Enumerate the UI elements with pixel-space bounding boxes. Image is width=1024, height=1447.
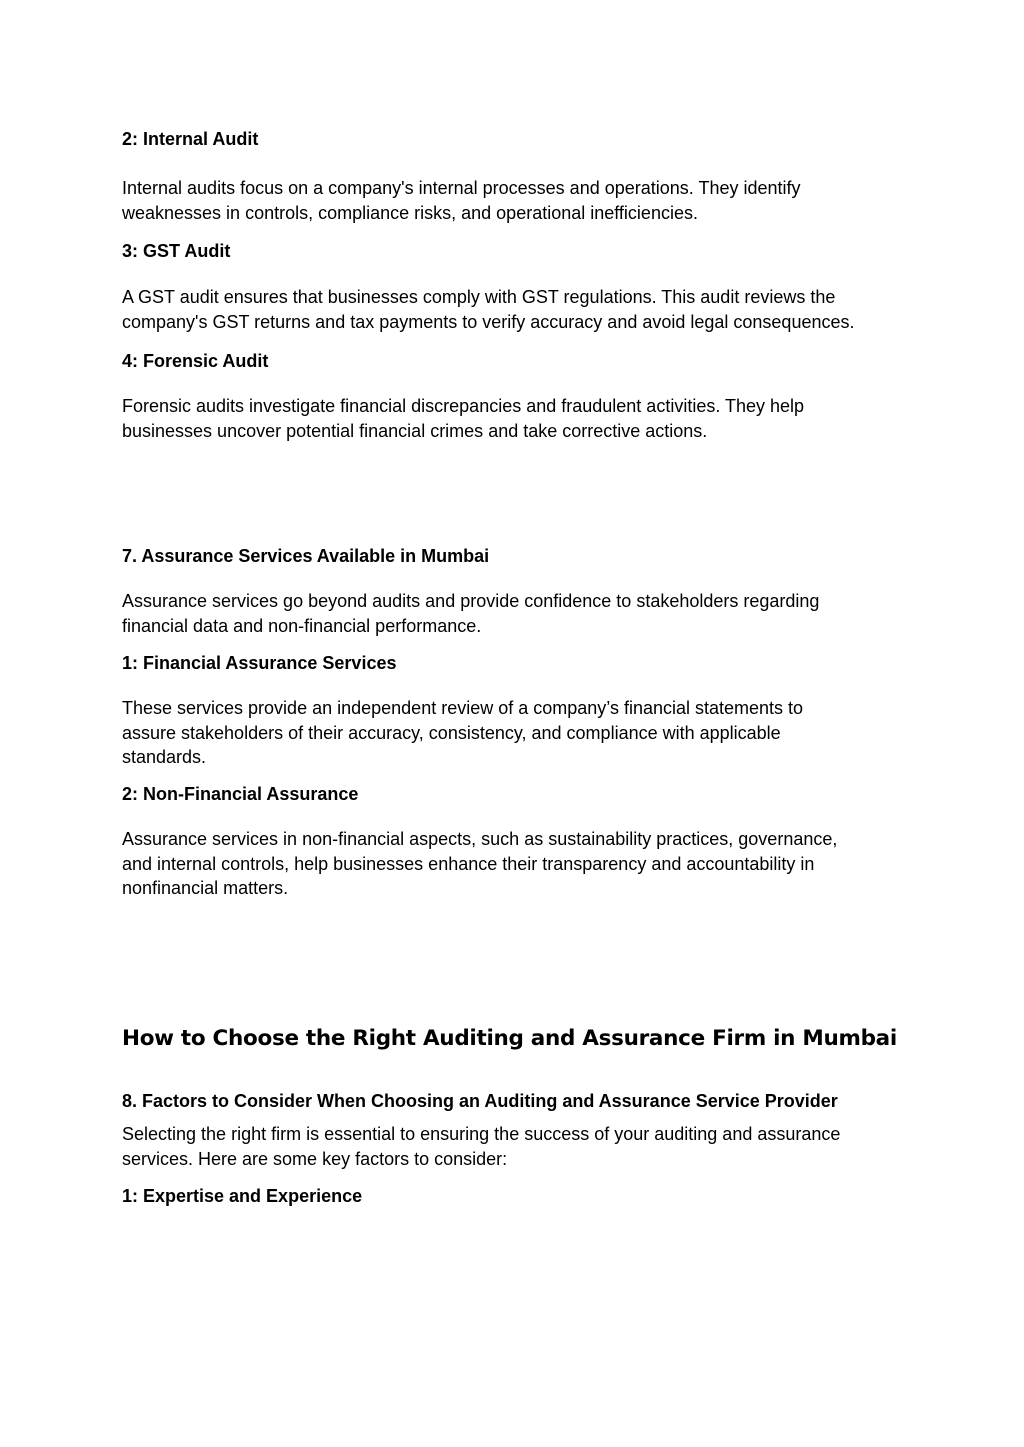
paragraph-line: Selecting the right firm is essential to ensuring the success of your auditing and assurance — [122, 1124, 841, 1144]
expertise-heading: 1: Expertise and Experience — [122, 1186, 363, 1206]
paragraph-line: Forensic audits investigate financial discrepancies and fraudulent activities. They help — [122, 396, 805, 416]
assurance-services-paragraph — [122, 589, 819, 638]
factors-heading: 8. Factors to Consider When Choosing an Auditing and Assurance Service Provider — [122, 1091, 838, 1111]
paragraph-line: businesses uncover potential financial crimes and take corrective actions. — [122, 420, 708, 441]
paragraph-line: standards. — [122, 747, 207, 767]
financial-assurance-paragraph — [122, 696, 803, 770]
paragraph-line: financial data and non-financial performance. — [122, 615, 482, 636]
paragraph-line: Assurance services go beyond audits and provide confidence to stakeholders regarding — [122, 591, 820, 611]
paragraph-line: and internal controls, help businesses enhance their transparency and accountability in — [122, 853, 815, 874]
factors-paragraph — [122, 1122, 840, 1171]
gst-audit-paragraph — [122, 285, 855, 334]
internal-audit-paragraph — [122, 176, 801, 225]
paragraph-line: Internal audits focus on a company's internal processes and operations. They identify — [122, 178, 801, 198]
paragraph-line: weaknesses in controls, compliance risks, and operational inefficiencies. — [122, 202, 698, 223]
gst-audit-heading: 3: GST Audit — [122, 241, 231, 261]
internal-audit-heading: 2: Internal Audit — [122, 129, 259, 149]
paragraph-line: nonfinancial matters. — [122, 878, 289, 898]
paragraph-line: These services provide an independent review of a company’s financial statements to — [122, 698, 804, 718]
choose-firm-title: How to Choose the Right Auditing and Assurance Firm in Mumbai — [122, 1026, 897, 1051]
paragraph-line: A GST audit ensures that businesses comply with GST regulations. This audit reviews the — [122, 287, 836, 307]
paragraph-line: Assurance services in non-financial aspects, such as sustainability practices, governance, — [122, 829, 838, 849]
forensic-audit-heading: 4: Forensic Audit — [122, 351, 269, 371]
assurance-services-heading: 7. Assurance Services Available in Mumbai — [122, 546, 490, 566]
paragraph-line: assure stakeholders of their accuracy, consistency, and compliance with applicable — [122, 722, 781, 743]
non-financial-assurance-paragraph — [122, 827, 837, 901]
non-financial-assurance-heading: 2: Non-Financial Assurance — [122, 784, 359, 804]
paragraph-line: services. Here are some key factors to consider: — [122, 1148, 508, 1169]
financial-assurance-heading: 1: Financial Assurance Services — [122, 653, 397, 673]
paragraph-line: company's GST returns and tax payments to verify accuracy and avoid legal consequences. — [122, 311, 855, 332]
forensic-audit-paragraph — [122, 394, 804, 443]
